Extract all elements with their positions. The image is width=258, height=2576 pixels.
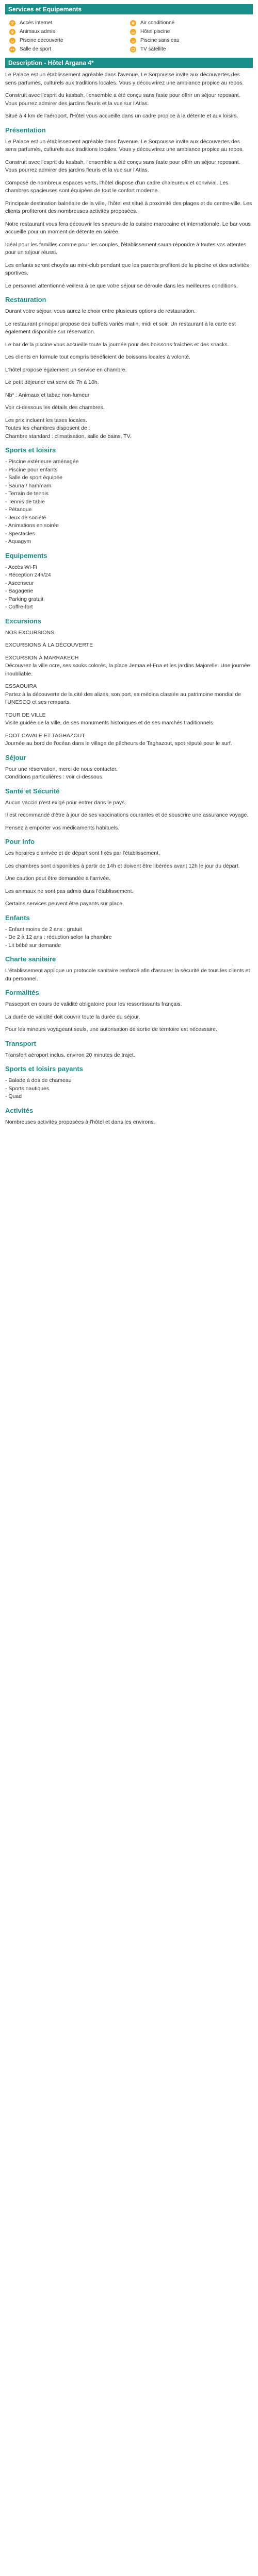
enfants-title: Enfants [5,913,30,922]
snowflake-icon [130,20,136,26]
sejour-line: Conditions particulières : voir ci-dessous. [5,774,104,780]
sante-paragraph: Aucun vaccin n'est exigé pour entrer dans le pays. [5,799,126,806]
excursion-title: FOOT CAVALE ET TAGHAZOUT [5,732,85,739]
equipements-list [5,564,253,612]
list-item: - Piscine extérieure aménagée [5,459,79,465]
excursion-block [5,654,253,679]
list-item: - Lit bébé sur demande [5,942,61,948]
enfants-list [5,926,253,950]
sejour-line: Pour une réservation, merci de nous contacter. [5,766,118,772]
paw-icon [9,29,15,35]
presentation-paragraph: Composé de nombreux espaces verts, l'hôtel dispose d'un cadre chaleureux et convivial. Les chambres spacieuses sont équipées de tout le confort moderne. [5,179,229,194]
excursion-text: Visite guidée de la ville, de ses monuments historiques et de ses marchés traditionnels. [5,720,215,726]
services-section-title: Services et Equipements [5,4,253,14]
pool-icon [130,38,136,44]
description-paragraph: Le Palace est un établissement agréable dans l'avenue. Le Sorpousse invite aux découvertes des sens parfumés, culturels aux traditions locales. Vous y découvrirez une ambiance propice au repos. [5,72,244,86]
list-item: - Sports nautiques [5,1085,50,1092]
presentation-paragraph: Notre restaurant vous fera découvrir les saveurs de la cuisine marocaine et internationale. Le bar vous accueille pour un moment de détente en soirée. [5,221,251,235]
excursion-block [5,683,253,707]
sports-payants-title: Sports et loisirs payants [5,1065,83,1073]
list-item: - Salle de sport équipée [5,474,62,481]
service-item [130,27,251,36]
list-item: - Balade à dos de chameau [5,1077,72,1083]
list-item: - Quad [5,1093,22,1099]
logement-note: Les prix incluent les taxes locales. [5,417,87,423]
service-label: Accès internet [20,20,53,26]
pourinfo-paragraph: Les chambres sont disponibles à partir de 14h et doivent être libérées avant 12h le jour du départ. [5,862,240,869]
list-item: - Piscine pour enfants [5,466,58,473]
dumbbell-icon [9,46,15,53]
excursion-text: Journée au bord de l'océan dans le village de pêcheurs de Taghazout, spot réputé pour le surf. [5,740,232,747]
excursion-title: TOUR DE VILLE [5,711,46,718]
sante-title: Santé et Sécurité [5,787,60,795]
logement-list [5,417,253,441]
presentation-title: Présentation [5,126,46,134]
restauration-paragraph: Le restaurant principal propose des buffets variés matin, midi et soir. Un restaurant à la carte est également disponible sur réservation. [5,320,236,335]
equipements-title: Equipements [5,551,47,560]
service-item [9,27,130,36]
restauration-paragraph: Le bar de la piscine vous accueille toute la journée pour des boissons fraîches et des snacks. [5,341,229,348]
presentation-paragraph: Le personnel attentionné veillera à ce que votre séjour se déroule dans les meilleures conditions. [5,282,238,289]
excursions-title: Excursions [5,617,42,625]
presentation-paragraph: Idéal pour les familles comme pour les couples, l'établissement saura répondre à toutes vos attentes pour un séjour réussi. [5,241,247,256]
formalites-paragraph: Passeport en cours de validité obligatoire pour les ressortissants français. [5,1001,182,1007]
list-item: - Bagagerie [5,588,34,594]
activites-title: Activités [5,1106,34,1114]
restauration-paragraph: Le petit déjeuner est servi de 7h à 10h. [5,379,99,385]
excursion-title: EXCURSION À MARRAKECH [5,654,79,661]
transport-paragraph: Transfert aéroport inclus, environ 20 minutes de trajet. [5,1052,135,1058]
excursion-title: ESSAOUIRA [5,683,37,689]
formalites-paragraph: La durée de validité doit couvrir toute la durée du séjour. [5,1013,140,1020]
list-item: - Accès Wi-Fi [5,564,37,570]
wifi-icon [9,20,15,26]
pool-icon [130,29,136,35]
activites-paragraph: Nombreuses activités proposées à l'hôtel et dans les environs. [5,1118,155,1125]
sejour-title: Séjour [5,753,26,761]
tv-icon [130,46,136,53]
list-item: - Sauna / hammam [5,482,52,489]
list-item: - Coffre-fort [5,604,33,610]
pourinfo-title: Pour info [5,838,35,845]
list-item: - De 2 à 12 ans : réduction selon la chambre [5,934,112,940]
list-item: - Aquagym [5,538,31,545]
excursion-block [5,732,253,748]
excursions-intro: EXCURSIONS À LA DÉCOUVERTE [5,642,93,648]
charte-paragraph: L'établissement applique un protocole sanitaire renforcé afin d'assurer la sécurité de tous les clients et du personnel. [5,968,250,982]
service-label: Animaux admis [20,28,55,35]
presentation-paragraph: Principale destination balnéaire de la ville, l'hôtel est situé à proximité des plages et du centre-ville. Les clients profiteront des nombreuses activités proposées. [5,200,252,214]
transport-title: Transport [5,1039,36,1047]
presentation-paragraph: Les enfants seront choyés au mini-club pendant que les parents profitent de la piscine et des activités sportives. [5,262,249,276]
service-label: Air conditionné [140,20,175,26]
excursion-block [5,711,253,727]
service-label: Hôtel piscine [140,28,170,35]
list-item: - Parking gratuit [5,596,44,602]
restauration-paragraph: Durant votre séjour, vous aurez le choix entre plusieurs options de restauration. [5,308,196,314]
sports-title: Sports et loisirs [5,446,56,454]
pool-icon [9,38,15,44]
service-label: Salle de sport [20,46,52,52]
presentation-paragraph: Construit avec l'esprit du kasbah, l'ensemble a été conçu sans faste pour offrir un séjour reposant. Vous pourrez admirer des jardins fleuris et la vue sur l'Atlas. [5,159,240,173]
sante-paragraph: Il est recommandé d'être à jour de ses vaccinations courantes et de souscrire une assurance voyage. [5,812,249,818]
logement-note: Nb* : Animaux et tabac non-fumeur [5,392,90,398]
list-item: - Enfant moins de 2 ans : gratuit [5,926,82,933]
logement-note: Chambre standard : climatisation, salle de bains, TV. [5,433,132,439]
services-grid [5,18,253,55]
list-item: - Terrain de tennis [5,490,49,497]
pourinfo-paragraph: Certains services peuvent être payants sur place. [5,901,124,907]
sports-list [5,458,253,546]
list-item: - Pétanque [5,506,32,513]
list-item: - Animations en soirée [5,522,59,529]
sante-paragraph: Pensez à emporter vos médicaments habituels. [5,824,120,831]
pourinfo-paragraph: Les animaux ne sont pas admis dans l'établissement. [5,888,134,894]
charte-title: Charte sanitaire [5,955,56,963]
service-label: Piscine sans eau [140,37,180,43]
service-item [9,45,130,54]
service-item [130,36,251,45]
restauration-paragraph: Les clients en formule tout compris bénéficient de boissons locales à volonté. [5,354,190,360]
restauration-paragraph: L'hôtel propose également un service en chambre. [5,366,127,373]
service-label: Piscine découverte [20,37,63,43]
list-item: - Jeux de société [5,514,46,521]
description-paragraph: Construit avec l'esprit du kasbah, l'ensemble a été conçu sans faste pour offrir un séjour reposant. Vous pourrez admirer des jardins fleuris et la vue sur l'Atlas. [5,92,240,107]
presentation-paragraph: Le Palace est un établissement agréable dans l'avenue. Le Sorpousse invite aux découvertes des sens parfumés, culturels aux traditions locales. Vous y découvrirez une ambiance propice au repos. [5,138,244,152]
service-label: TV satellite [140,46,166,52]
pourinfo-paragraph: Une caution peut être demandée à l'arrivée. [5,875,110,882]
page [5,4,253,1126]
pourinfo-paragraph: Les horaires d'arrivée et de départ sont fixés par l'établissement. [5,850,160,856]
excursions-subtitle: NOS EXCURSIONS [5,629,55,636]
list-item: - Spectacles [5,530,35,537]
formalites-title: Formalités [5,989,39,996]
excursion-text: Partez à la découverte de la cité des alizés, son port, sa médina classée au patrimoine mondial de l'UNESCO et ses remparts. [5,691,241,705]
service-item [9,36,130,45]
list-item: - Tennis de table [5,498,45,505]
service-item [130,19,251,27]
formalites-paragraph: Pour les mineurs voyageant seuls, une autorisation de sortie de territoire est nécessaire. [5,1026,217,1032]
logement-note: Voir ci-dessous les détails des chambres. [5,404,105,411]
description-section-title: Description - Hôtel Argana 4* [5,58,253,68]
excursion-text: Découvrez la ville ocre, ses souks colorés, la place Jemaa el-Fna et les jardins Majorelle. Une journée inoubliable. [5,663,250,677]
logement-note: Toutes les chambres disposent de : [5,425,90,431]
sejour-list [5,766,253,782]
list-item: - Ascenseur [5,580,34,586]
sports-payants-list [5,1077,253,1101]
list-item: - Réception 24h/24 [5,572,51,578]
restauration-title: Restauration [5,296,46,303]
service-item [130,45,251,54]
service-item [9,19,130,27]
description-paragraph: Situé à 4 km de l'aéroport, l'Hôtel vous accueille dans un cadre propice à la détente et aux loisirs. [5,113,238,119]
